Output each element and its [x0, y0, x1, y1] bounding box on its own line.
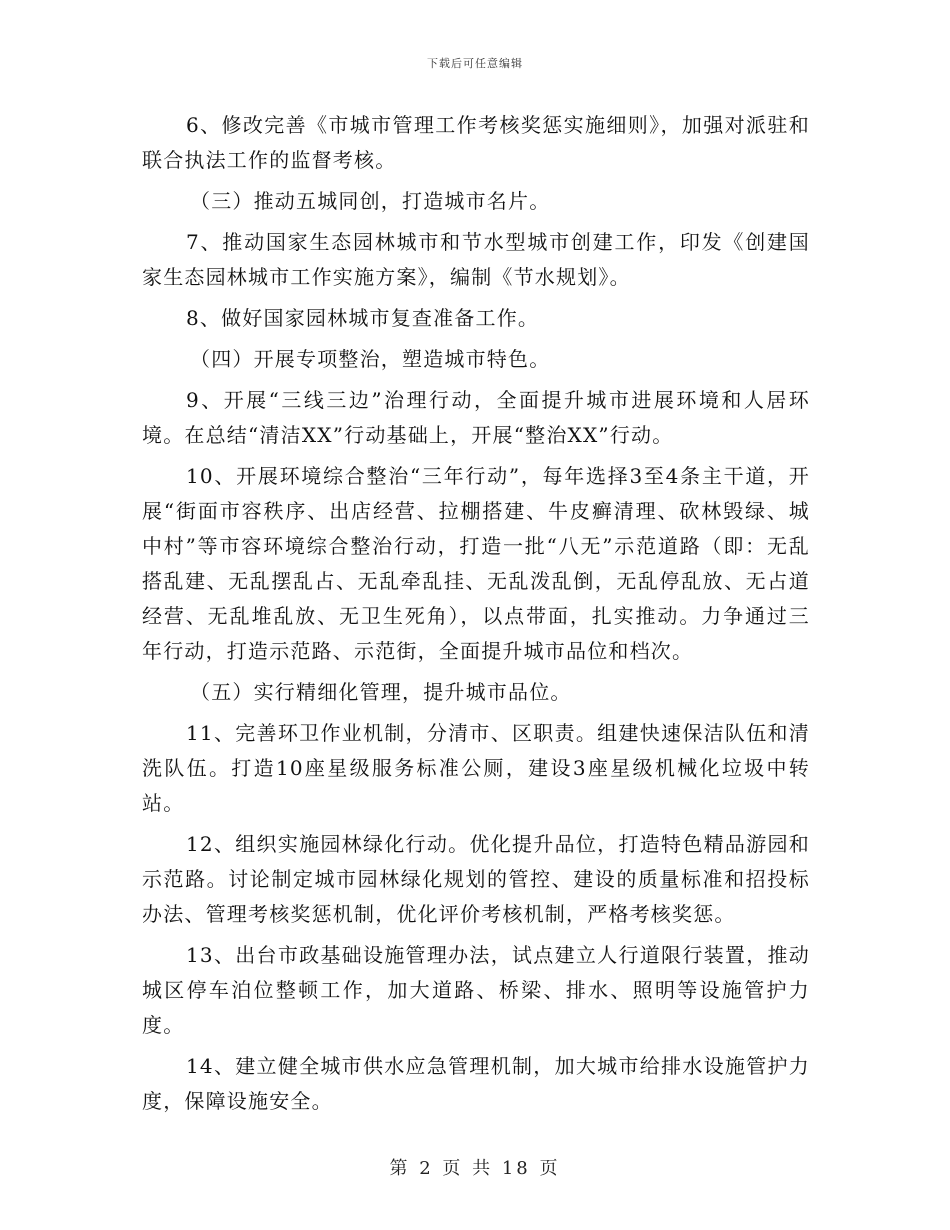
paragraph-item-7: 7、推动国家生态园林城市和节水型城市创建工作，印发《创建国家生态园林城市工作实施方案》，编制《节水规划》。 — [142, 230, 810, 289]
paragraph-item-10: 10、开展环境综合整治“三年行动”，每年选择3至4条主干道，开展“街面市容秩序、出店经营、拉棚搭建、牛皮癣清理、砍林毁绿、城中村”等市容环境综合整治行动，打造一批“八无”示范道路（即：无乱搭乱建、无乱摆乱占、无乱牵乱挂、无乱泼乱倒，无乱停乱放、无占道经营、无乱堆乱放、无卫生死角），以点带面，扎实推动。力争通过三年行动，打造示范路、示范街，全面提升城市品位和档次。 — [142, 464, 810, 663]
paragraph-item-13: 13、出台市政基础设施管理办法，试点建立人行道限行装置，推动城区停车泊位整顿工作，加大道路、桥梁、排水、照明等设施管护力度。 — [142, 943, 810, 1037]
paragraph-item-8: 8、做好国家园林城市复查准备工作。 — [186, 306, 540, 330]
paragraph-item-9: 9、开展“三线三边”治理行动，全面提升城市进展环境和人居环境。在总结“清洁XX”行动基础上，开展“整治XX”行动。 — [142, 388, 810, 447]
page-header: 下载后可任意编辑 — [427, 57, 523, 70]
page-number-footer: 第 2 页 共 18 页 — [389, 1158, 561, 1179]
section-heading-5: （五）实行精细化管理，提升城市品位。 — [190, 680, 572, 704]
section-heading-3: （三）推动五城同创，打造城市名片。 — [190, 189, 551, 213]
paragraph-item-14: 14、建立健全城市供水应急管理机制，加大城市给排水设施管护力度，保障设施安全。 — [142, 1054, 810, 1113]
paragraph-item-6: 6、修改完善《市城市管理工作考核奖惩实施细则》，加强对派驻和联合执法工作的监督考核。 — [142, 113, 810, 172]
paragraph-item-11: 11、完善环卫作业机制，分清市、区职责。组建快速保洁队伍和清洗队伍。打造10座星级服务标准公厕，建设3座星级机械化垃圾中转站。 — [142, 721, 810, 815]
document-body — [142, 108, 810, 1125]
paragraph-item-12: 12、组织实施园林绿化行动。优化提升品位，打造特色精品游园和示范路。讨论制定城市园林绿化规划的管控、建设的质量标准和招投标办法、管理考核奖惩机制，优化评价考核机制，严格考核奖惩。 — [142, 832, 810, 926]
section-heading-4: （四）开展专项整治，塑造城市特色。 — [190, 347, 551, 371]
